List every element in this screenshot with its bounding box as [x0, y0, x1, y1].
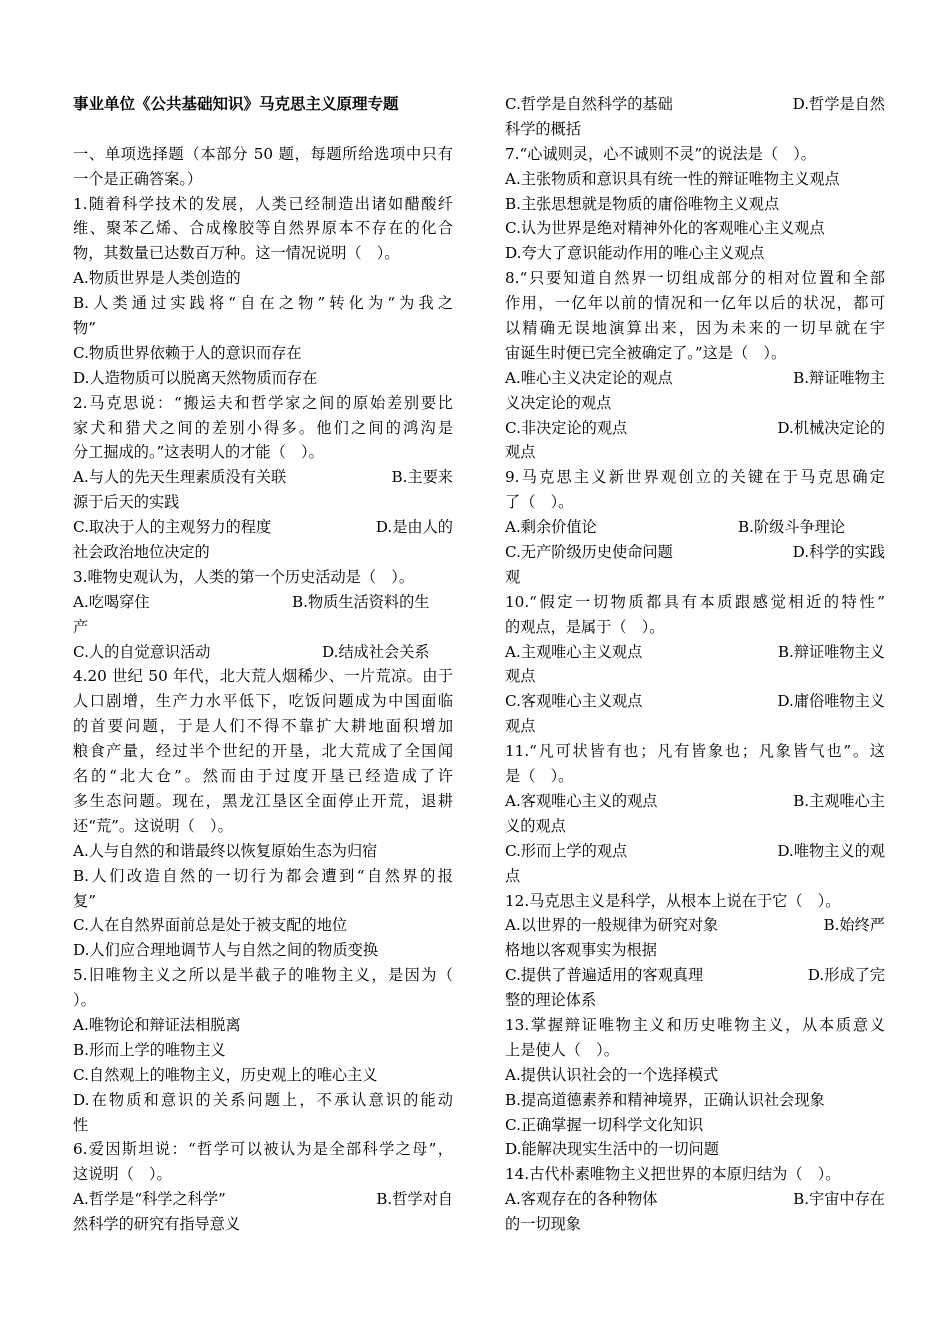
option-b: B.主要来 — [391, 468, 453, 487]
question-stem: 这说明（ ）。 — [73, 1165, 172, 1184]
question-stem: 7.“心诚则灵，心不诚则不灵”的说法是（ ）。 — [505, 144, 816, 163]
option-d: D.机械决定论的 — [777, 418, 885, 437]
option-c: C.无产阶级历史使命问题 — [505, 543, 673, 562]
question-stem: 13.掌握辩证唯物主义和历史唯物主义，从本质意义 — [505, 1015, 885, 1034]
option-c: C.取决于人的主观努力的程度 — [73, 518, 272, 537]
option-a: A.主张物质和意识具有统一性的辩证唯物主义观点 — [505, 169, 840, 188]
option-d-cont: 点 — [505, 866, 521, 885]
option-row — [73, 515, 453, 540]
option-d: D.庸俗唯物主义 — [777, 692, 885, 711]
option-c: C.认为世界是绝对精神外化的客观唯心主义观点 — [505, 219, 825, 238]
question-stem: 2.马克思说：“搬运夫和哲学家之间的原始差别要比 — [73, 393, 453, 412]
question-stem: ）。 — [73, 991, 96, 1010]
option-row — [505, 789, 885, 814]
question-stem: 了（ ）。 — [505, 493, 574, 512]
option-c: C.物质世界依赖于人的意识而存在 — [73, 343, 302, 362]
option-b-cont: 的一切现象 — [505, 1215, 581, 1234]
option-d: D.人造物质可以脱离天然物质而存在 — [73, 368, 318, 387]
option-row — [73, 1187, 453, 1212]
question-stem: 11.“凡可状皆有也；凡有皆象也；凡象皆气也”。这 — [505, 742, 885, 761]
left-column — [73, 92, 453, 1237]
option-b: B.主张思想就是物质的庸俗唯物主义观点 — [505, 194, 780, 213]
question-stem: 3.唯物史观认为，人类的第一个历史活动是（ ）。 — [73, 567, 415, 586]
option-c: C.人的自觉意识活动 — [73, 642, 211, 661]
option-row — [505, 515, 885, 540]
question-stem: 多生态问题。现在，黑龙江垦区全面停止开荒，退耕 — [73, 791, 453, 810]
question-stem: 作用，一亿年以前的情况和一亿年以后的状况，都可 — [505, 294, 885, 313]
option-c: C.形而上学的观点 — [505, 841, 628, 860]
option-b-cont: 产 — [73, 617, 89, 636]
option-b-cont: 义的观点 — [505, 816, 566, 835]
option-b: B.始终严 — [823, 916, 885, 935]
option-row — [505, 913, 885, 938]
section-heading: 一个是正确答案。） — [73, 169, 203, 188]
question-stem: 5.旧唯物主义之所以是半截子的唯物主义，是因为（ — [73, 966, 453, 985]
option-d-cont: 观点 — [505, 443, 536, 462]
question-stem: 家犬和猎犬之间的差别小得多。他们之间的鸿沟是 — [73, 418, 453, 437]
option-row — [505, 366, 885, 391]
option-d: D.结成社会关系 — [322, 642, 430, 661]
question-stem: 4.20 世纪 50 年代，北大荒人烟稀少、一片荒凉。由于 — [73, 667, 453, 686]
option-b: B.形而上学的唯物主义 — [73, 1040, 226, 1059]
option-b: B.阶级斗争理论 — [738, 518, 846, 537]
question-stem: 是（ ）。 — [505, 767, 574, 786]
option-a: A.剩余价值论 — [505, 518, 597, 537]
option-d-cont: 整的理论体系 — [505, 991, 597, 1010]
option-b: 物” — [73, 319, 96, 338]
option-row — [505, 540, 885, 565]
option-b-cont: 格地以客观事实为根据 — [505, 941, 657, 960]
option-b: B.哲学对自 — [376, 1190, 453, 1209]
option-a: A.提供认识社会的一个选择模式 — [505, 1065, 719, 1084]
question-stem: 分工掘成的。”这表明人的才能（ ）。 — [73, 443, 324, 462]
question-stem: 以精确无误地演算出来，因为未来的一切早就在宇 — [505, 319, 885, 338]
option-d: D.在物质和意识的关系问题上，不承认意识的能动 — [73, 1090, 453, 1109]
question-stem: 8.“只要知道自然界一切组成部分的相对位置和全部 — [505, 269, 885, 288]
option-d: D.人们应合理地调节人与自然之间的物质变换 — [73, 941, 379, 960]
option-a: A.客观存在的各种物体 — [505, 1190, 658, 1209]
option-row — [505, 416, 885, 441]
option-d: D.形成了完 — [807, 966, 885, 985]
option-a: A.主观唯心主义观点 — [505, 642, 643, 661]
question-stem: 的观点，是属于（ ）。 — [505, 617, 665, 636]
option-d: D.能解决现实生活中的一切问题 — [505, 1140, 719, 1159]
option-row — [505, 839, 885, 864]
option-a: A.物质世界是人类创造的 — [73, 269, 241, 288]
option-a: A.唯心主义决定论的观点 — [505, 368, 673, 387]
option-a: A.客观唯心主义的观点 — [505, 791, 658, 810]
option-c: C.非决定论的观点 — [505, 418, 628, 437]
question-stem: 名的“北大仓”。然而由于过度开垦已经造成了许 — [73, 767, 453, 786]
question-stem: 6.爱因斯坦说：“哲学可以被认为是全部科学之母”， — [73, 1140, 453, 1159]
option-b-cont: 义决定论的观点 — [505, 393, 612, 412]
option-c: C.正确掌握一切科学文化知识 — [505, 1115, 704, 1134]
option-b-cont: 源于后天的实践 — [73, 493, 180, 512]
question-stem: 物，其数量已达数百万种。这一情况说明（ ）。 — [73, 244, 400, 263]
right-column — [505, 92, 885, 1237]
option-d: D.科学的实践 — [792, 543, 885, 562]
option-a: A.以世界的一般规律为研究对象 — [505, 916, 719, 935]
option-row — [505, 689, 885, 714]
option-row — [505, 963, 885, 988]
section-heading: 一、单项选择题（本部分 50 题，每题所给选项中只有 — [73, 144, 453, 163]
option-d: D.是由人的 — [375, 518, 453, 537]
question-stem: 人口剧增，生产力水平低下，吃饭问题成为中国面临 — [73, 692, 453, 711]
option-a: A.唯物论和辩证法相脱离 — [73, 1015, 241, 1034]
question-stem: 的首要问题，于是人们不得不靠扩大耕地面积增加 — [73, 717, 453, 736]
option-c: C.客观唯心主义观点 — [505, 692, 643, 711]
option-row — [505, 640, 885, 665]
option-row — [73, 465, 453, 490]
option-c: C.人在自然界面前总是处于被支配的地位 — [73, 916, 348, 935]
option-b-cont: 观点 — [505, 667, 536, 686]
option-b: B.宇宙中存在 — [793, 1190, 885, 1209]
option-a: A.吃喝穿住 — [73, 592, 150, 611]
option-d: D.夸大了意识能动作用的唯心主义观点 — [505, 244, 765, 263]
option-b: B.提高道德素养和精神境界，正确认识社会现象 — [505, 1090, 825, 1109]
option-b: B.辩证唯物主 — [793, 368, 885, 387]
option-d: D.唯物主义的观 — [777, 841, 885, 860]
option-d-cont: 观点 — [505, 717, 536, 736]
option-d: 性 — [73, 1115, 89, 1134]
option-a: A.哲学是“科学之科学” — [73, 1190, 226, 1209]
option-d: D.哲学是自然 — [792, 95, 885, 113]
option-c: C.提供了普遍适用的客观真理 — [505, 966, 704, 985]
option-c: C.自然观上的唯物主义，历史观上的唯心主义 — [73, 1065, 378, 1084]
option-b: B.人类通过实践将“自在之物”转化为“为我之 — [73, 294, 453, 313]
option-row — [73, 590, 453, 615]
option-d-cont: 科学的概括 — [505, 119, 581, 138]
option-d-cont: 观 — [505, 567, 521, 586]
question-stem: 宙诞生时便已完全被确定了。”这是（ ）。 — [505, 343, 787, 362]
option-row — [73, 640, 453, 665]
option-b: B.主观唯心主 — [793, 791, 885, 810]
option-d-cont: 社会政治地位决定的 — [73, 543, 210, 562]
option-c: C.哲学是自然科学的基础 — [505, 95, 673, 113]
document-title: 事业单位《公共基础知识》马克思主义原理专题 — [73, 94, 399, 113]
question-stem: 14.古代朴素唯物主义把世界的本原归结为（ ）。 — [505, 1165, 841, 1184]
question-stem: 1.随着科学技术的发展，人类已经制造出诸如醋酸纤 — [73, 194, 453, 213]
option-a: A.与人的先天生理素质没有关联 — [73, 468, 287, 487]
option-a: A.人与自然的和谐最终以恢复原始生态为归宿 — [73, 841, 378, 860]
option-b-cont: 然科学的研究有指导意义 — [73, 1215, 241, 1234]
question-stem: 粮食产量，经过半个世纪的开垦，北大荒成了全国闻 — [73, 742, 453, 761]
question-stem: 10.“假定一切物质都具有本质跟感觉相近的特性” — [505, 592, 885, 611]
question-stem: 上是使人（ ）。 — [505, 1040, 619, 1059]
question-stem: 维、聚苯乙烯、合成橡胶等自然界原本不存在的化合 — [73, 219, 453, 238]
option-row — [505, 1187, 885, 1212]
question-stem: 还“荒”。这说明（ ）。 — [73, 816, 233, 835]
option-b: B.物质生活资料的生 — [292, 592, 430, 611]
option-b: B.人们改造自然的一切行为都会遭到“自然界的报 — [73, 866, 453, 885]
question-stem: 12.马克思主义是科学，从根本上说在于它（ ）。 — [505, 891, 841, 910]
option-b: 复” — [73, 891, 96, 910]
option-b: B.辩证唯物主义 — [777, 642, 885, 661]
question-stem: 9.马克思主义新世界观创立的关键在于马克思确定 — [505, 468, 885, 487]
option-row — [505, 92, 885, 117]
